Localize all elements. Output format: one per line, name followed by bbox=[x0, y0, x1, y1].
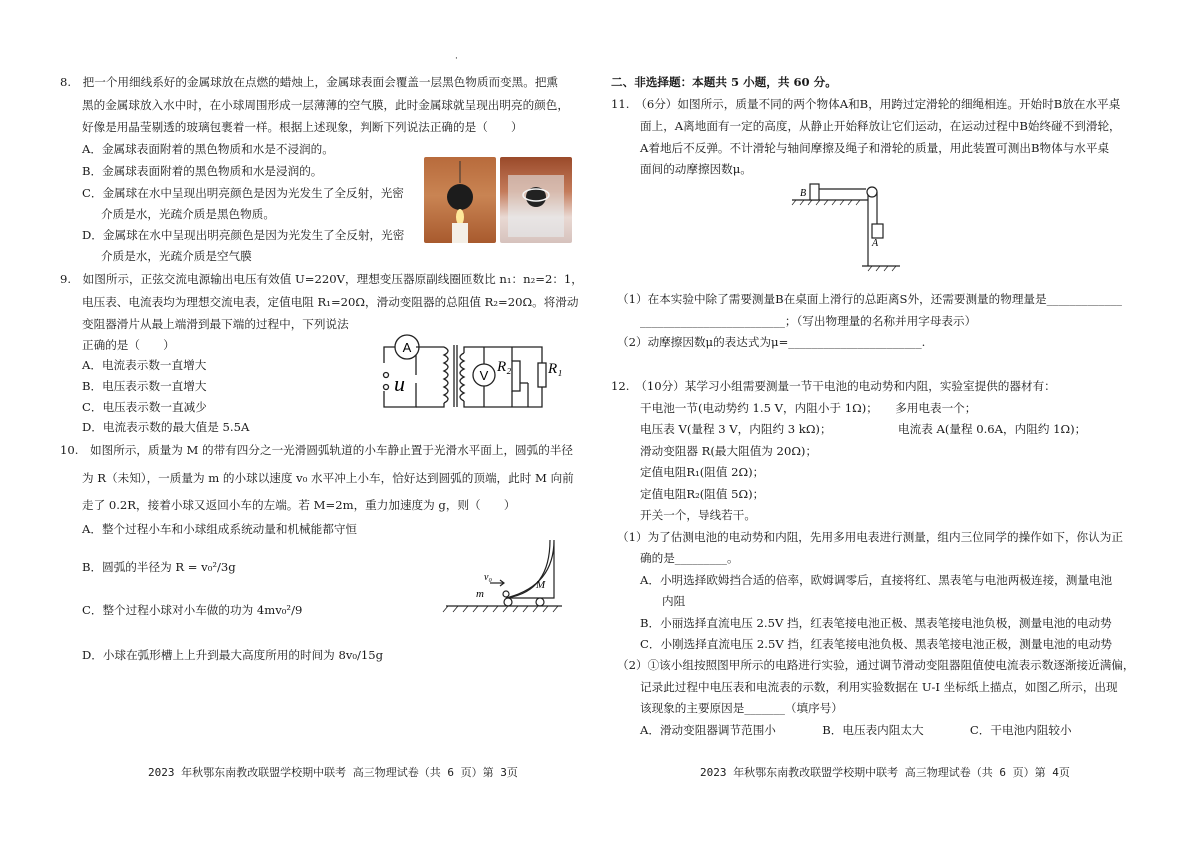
q12-material: 干电池一节(电动势约 1.5 V，内阻小于 1Ω)； 多用电表一个； bbox=[640, 401, 977, 415]
q10-line: 走了 0.2R，接着小球又返回小车的左端。若 M=2m，重力加速度为 g，则（ ） bbox=[82, 498, 516, 512]
voltmeter-label: V bbox=[479, 368, 489, 383]
q9-option-b: B．电压表示数一直增大 bbox=[82, 379, 207, 393]
candle-photo bbox=[424, 157, 496, 243]
q11-sub-1: （1）在本实验中除了需要测量B在桌面上滑行的总距离S外，还需要测量的物理量是_____________ bbox=[617, 292, 1122, 306]
q12-material: 电流表 A(量程 0.6A，内阻约 1Ω)； bbox=[898, 422, 1087, 436]
q10-line: 10. 如图所示，质量为 M 的带有四分之一光滑圆弧轨道的小车静止置于光滑水平面上，圆弧的半径 bbox=[60, 443, 574, 457]
q8-option-d-cont: 介质是水，光疏介质是空气膜 bbox=[101, 249, 252, 263]
q9-line: 变阻器滑片从最上端滑到最下端的过程中，下列说法 bbox=[82, 317, 349, 331]
pulley-diagram bbox=[792, 174, 902, 270]
q12-option-a: A．小明选择欧姆挡合适的倍率，欧姆调零后，直接将红、黑表笔与电池两极连接，测量电池 bbox=[640, 573, 1113, 587]
q12-material: 滑动变阻器 R(最大阻值为 20Ω)； bbox=[640, 444, 818, 458]
r1-label: R₁ bbox=[548, 361, 563, 377]
q12-option-c: C．小刚选择直流电压 2.5V 挡，红表笔接电池负极、黑表笔接电池正极，测量电池的电动势 bbox=[640, 637, 1113, 651]
q8-line: 黑的金属球放入水中时，在小球周围形成一层薄薄的空气膜，此时金属球就呈现出明亮的颜色， bbox=[82, 98, 569, 112]
q8-line: 8. 把一个用细线系好的金属球放在点燃的蜡烛上，金属球表面会覆盖一层黑色物质而变黑。把熏 bbox=[60, 75, 559, 89]
q10-line: 为 R（未知），一质量为 m 的小球以速度 v₀ 水平冲上小车，恰好达到圆弧的顶端，此时 M 向前 bbox=[82, 471, 574, 485]
cart-label: M bbox=[536, 579, 546, 591]
q12-option-b: B．小丽选择直流电压 2.5V 挡，红表笔接电池正极、黑表笔接电池负极，测量电池的电动势 bbox=[640, 616, 1112, 630]
q9-option-d: D．电流表示数的最大值是 5.5A bbox=[82, 420, 250, 434]
q12-sub-2-cont: 该现象的主要原因是_______（填序号） bbox=[640, 701, 843, 715]
q10-option-d: D．小球在弧形槽上上升到最大高度所用的时间为 8v₀/15g bbox=[82, 648, 384, 662]
q11-line: 面上，A离地面有一定的高度，从静止开始释放让它们运动，在运动过程中B始终碰不到滑轮， bbox=[640, 119, 1121, 133]
q12-material: 定值电阻R₁(阻值 2Ω)； bbox=[640, 465, 765, 479]
q12-sub-1: （1）为了估测电池的电动势和内阻，先用多用电表进行测量，组内三位同学的操作如下，你认为正 bbox=[617, 530, 1123, 544]
q12-option-a-cont: 内阻 bbox=[662, 594, 686, 608]
q11-line: A着地后不反弹。不计滑轮与轴间摩擦及绳子和滑轮的质量，用此装置可测出B物体与水平桌 bbox=[640, 141, 1110, 155]
section-title: 二、非选择题：本题共 5 小题，共 60 分。 bbox=[611, 75, 837, 89]
block-a-label: A bbox=[872, 238, 879, 249]
r2-label: R₂ bbox=[497, 359, 512, 375]
block-b-label: B bbox=[800, 188, 807, 199]
q9-option-a: A．电流表示数一直增大 bbox=[82, 358, 207, 372]
q8-option-c: C．金属球在水中呈现出明亮颜色是因为光发生了全反射，光密 bbox=[82, 186, 404, 200]
q9-option-c: C．电压表示数一直减少 bbox=[82, 400, 207, 414]
source-label: u bbox=[394, 371, 405, 396]
q8-option-d: D．金属球在水中呈现出明亮颜色是因为光发生了全反射，光密 bbox=[82, 228, 405, 242]
candle-photo-drawing bbox=[424, 157, 496, 243]
q9-line: 9. 如图所示，正弦交流电源输出电压有效值 U=220V，理想变压器原副线圈匝数比 n₁：n₂=2：1， bbox=[60, 272, 583, 286]
q11-sub-1-cont: _________________________；（写出物理量的名称并用字母表示） bbox=[640, 314, 977, 328]
page-4 bbox=[600, 0, 1200, 848]
q11-line: 11. （6分）如图所示，质量不同的两个物体A和B，用跨过定滑轮的细绳相连。开始时B放在水平桌 bbox=[611, 97, 1121, 111]
q12-material: 开关一个，导线若干。 bbox=[640, 508, 756, 522]
q11-sub-2: （2）动摩擦因数μ的表达式为μ=_______________________. bbox=[617, 335, 926, 349]
ball-label: m bbox=[476, 588, 484, 600]
q12-sub-2: （2）①该小组按照图甲所示的电路进行实验，通过调节滑动变阻器阻值使电流表示数逐渐接近满偏， bbox=[617, 658, 1135, 672]
q8-option-b: B．金属球表面附着的黑色物质和水是浸润的。 bbox=[82, 164, 323, 178]
q12-sub-2-options: A．滑动变阻器调节范围小 B．电压表内阻太大 C．干电池内阻较小 bbox=[640, 723, 1072, 737]
q8-line: 好像是用晶莹剔透的玻璃包裹着一样。根据上述现象，判断下列说法正确的是（ ） bbox=[82, 120, 523, 134]
water-photo bbox=[500, 157, 572, 243]
ammeter-label: A bbox=[402, 340, 412, 355]
q10-option-c: C．整个过程小球对小车做的功为 4mv₀²/9 bbox=[82, 603, 303, 617]
q12-sub-1-cont: 确的是_________。 bbox=[640, 551, 739, 565]
cart-arc-diagram bbox=[446, 536, 562, 616]
q11-line: 面间的动摩擦因数μ。 bbox=[640, 162, 752, 176]
q12-sub-2-cont: 记录此过程中电压表和电流表的示数，利用实验数据在 U-I 坐标纸上描点，如图乙所示，出现 bbox=[640, 680, 1118, 694]
q12-line: 12. （10分）某学习小组需要测量一节干电池的电动势和内阻，实验室提供的器材有： bbox=[611, 379, 1056, 393]
q12-material: 定值电阻R₂(阻值 5Ω)； bbox=[640, 487, 765, 501]
q8-option-c-cont: 介质是水，光疏介质是黑色物质。 bbox=[101, 207, 275, 221]
q9-line: 电压表、电流表均为理想交流电表，定值电阻 R₁=20Ω，滑动变阻器的总阻值 R₂=20Ω。将滑动 bbox=[82, 295, 579, 309]
footer-page-4: 2023 年秋鄂东南教改联盟学校期中联考 高三物理试卷（共 6 页）第 4页 bbox=[700, 766, 1070, 779]
transformer-circuit-diagram bbox=[372, 325, 572, 425]
q9-line: 正确的是（ ） bbox=[82, 338, 175, 352]
q12-material: 电压表 V(量程 3 V，内阻约 3 kΩ)； bbox=[640, 422, 832, 436]
water-photo-drawing bbox=[500, 157, 572, 243]
header-dot: · bbox=[455, 54, 458, 64]
q8-option-a: A．金属球表面附着的黑色物质和水是不浸润的。 bbox=[82, 142, 334, 156]
q10-option-b: B．圆弧的半径为 R = v₀²/3g bbox=[82, 560, 236, 574]
q10-option-a: A．整个过程小车和小球组成系统动量和机械能都守恒 bbox=[82, 522, 358, 536]
velocity-label: v₀ bbox=[484, 572, 492, 583]
footer-page-3: 2023 年秋鄂东南教改联盟学校期中联考 高三物理试卷（共 6 页）第 3页 bbox=[148, 766, 518, 779]
